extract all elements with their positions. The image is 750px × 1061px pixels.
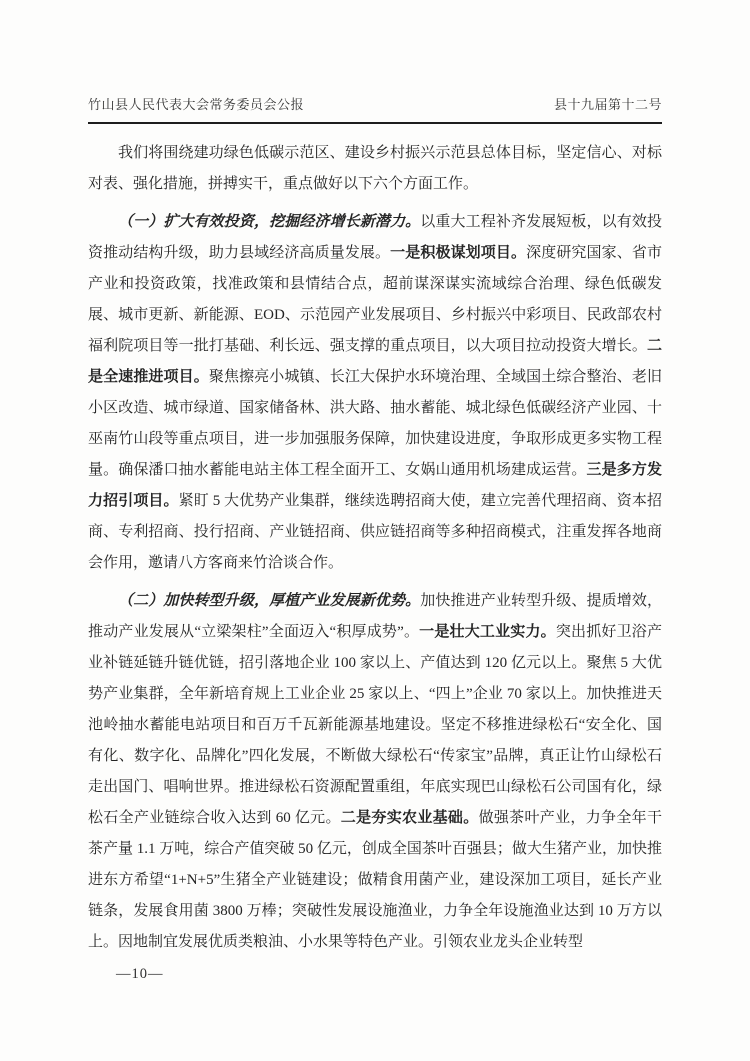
header-publication-title: 竹山县人民代表大会常务委员会公报 [88,97,305,112]
running-header [88,94,662,124]
header-issue-number: 县十九届第十二号 [553,97,662,112]
paragraph [88,138,662,200]
text-run: 三是多方发力招引项目。 [88,462,662,509]
text-run: （一）扩大有效投资，挖掘经济增长新潜力。 [118,214,421,230]
text-run: （二）加快转型升级，厚植产业发展新优势。 [118,593,421,609]
text-run: 二是夯实农业基础。 [340,810,479,826]
text-run: 二是全速推进项目。 [88,338,662,385]
text-run: 紧盯 5 大优势产业集群，继续选聘招商大使，建立完善代理招商、资本招商、专利招商、投行招商、产业链招商、供应链招商等多种招商模式，注重发挥各地商会作用，邀请八方客商来竹洽谈合作。 [88,493,662,571]
text-run: 突出抓好卫浴产业补链延链升链优链，招引落地企业 100 家以上、产值达到 120 亿元以上。聚焦 5 大优势产业集群，全年新培育规上工业企业 25 家以上、“四上”企业 70 家以上。加快推进天池岭抽水蓄能电站项目和百万千瓦新能源基地建设。坚定不移推进绿松石“安全化、国有化、数字化、品牌化”四化发展，不断做大绿松石“传家宝”品牌，真正让竹山绿松石走出国门、唱响世界。推进绿松石资源配置重组，年底实现巴山绿松石公司国有化，绿松石全产业链综合收入达到 60 亿元。 [88,624,662,826]
text-run: 我们将围绕建功绿色低碳示范区、建设乡村振兴示范县总体目标，坚定信心、对标对表、强化措施，拼搏实干，重点做好以下六个方面工作。 [88,145,662,192]
paragraph [88,207,662,579]
text-run: 加快推进产业转型升级、提质增效，推动产业发展从“立梁架柱”全面迈入“积厚成势”。 [88,593,662,640]
paragraph [88,586,662,958]
text-run: 以重大工程补齐发展短板，以有效投资推动结构升级，助力县域经济高质量发展。 [88,214,662,261]
text-run: 一是壮大工业实力。 [419,624,556,640]
text-run: 深度研究国家、省市产业和投资政策，找准政策和县情结合点，超前谋深谋实流域综合治理、绿色低碳发展、城市更新、新能源、EOD、示范园产业发展项目、乡村振兴中彩项目、民政部农村福利院项目等一批打基础、利长远、强支撑的重点项目，以大项目拉动投资大增长。 [88,245,662,354]
text-run: 一是积极谋划项目。 [390,245,527,261]
text-run: 做强茶叶产业，力争全年干茶产量 1.1 万吨，综合产值突破 50 亿元，创成全国茶叶百强县；做大生猪产业，加快推进东方希望“1+N+5”生猪全产业链建设；做精食用菌产业，建设深加工项目，延长产业链条，发展食用菌 3800 万棒；突破性发展设施渔业，力争全年设施渔业达到 10 万方以上。因地制宜发展优质类粮油、小水果等特色产业。引领农业龙头企业转型 [88,810,662,950]
page-number: —10— [116,966,164,982]
document-body [88,138,662,958]
text-run: 聚焦擦亮小城镇、长江大保护水环境治理、全域国土综合整治、老旧小区改造、城市绿道、国家储备林、洪大路、抽水蓄能、城北绿色低碳经济产业园、十巫南竹山段等重点项目，进一步加强服务保障，加快建设进度，争取形成更多实物工程量。确保潘口抽水蓄能电站主体工程全面开工、女娲山通用机场建成运营。 [88,369,662,478]
